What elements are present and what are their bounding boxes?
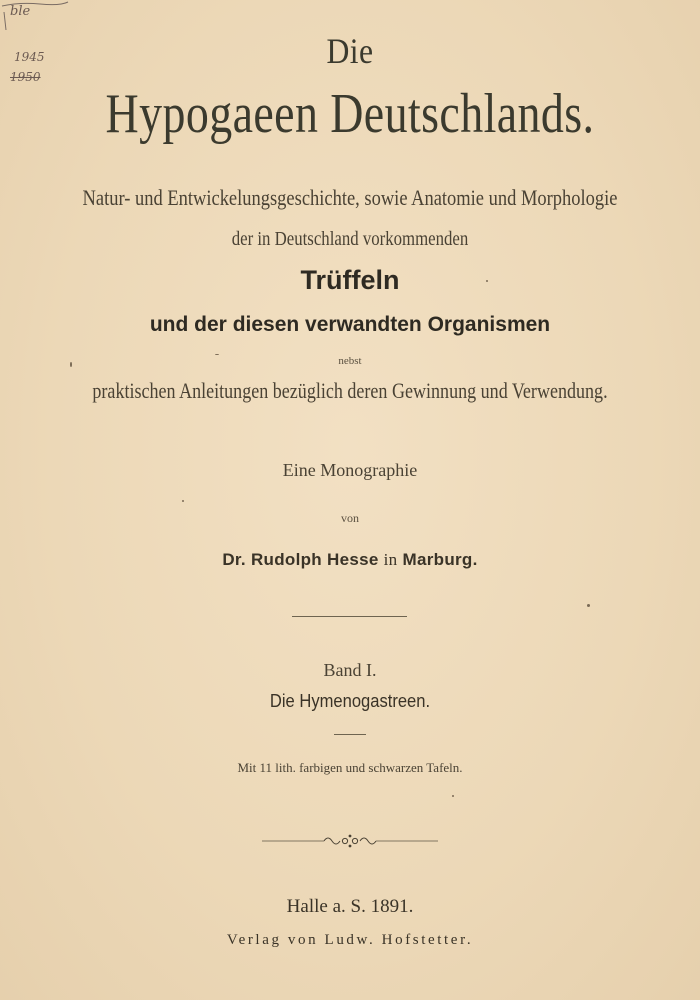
plates-note: Mit 11 lith. farbigen und schwarzen Tafeln.: [237, 760, 463, 775]
volume-title: Die Hymenogastreen.: [269, 691, 431, 711]
author-name: Dr. Rudolph Hesse: [222, 550, 379, 569]
paper-speck: [215, 354, 219, 355]
paper-speck: [587, 604, 590, 607]
paper-speck: [452, 795, 454, 797]
short-divider-rule: [334, 734, 366, 735]
title-article: Die: [326, 31, 374, 71]
imprint-place-year: Halle a. S. 1891.: [286, 896, 414, 917]
divider-rule: [292, 616, 407, 617]
main-title: Hypogaeen Deutschlands.: [105, 83, 595, 145]
subtitle-line-1: Natur- und Entwickelungsgeschichte, sowie Anatomie und Morphologie: [82, 185, 618, 210]
subtitle-truffles: Trüffeln: [300, 265, 400, 295]
subtitle-line-2: der in Deutschland vorkommenden: [231, 228, 469, 250]
paper-speck: [182, 500, 184, 502]
marginal-note-number-2: 1950: [10, 70, 41, 84]
subtitle-line-3: und der diesen verwandten Organismen: [149, 313, 551, 336]
volume-number: Band I.: [323, 660, 377, 680]
subtitle-line-4: praktischen Anleitungen bezüglich deren Gewinnung und Verwendung.: [92, 378, 608, 403]
author-city: Marburg.: [402, 550, 478, 569]
paper-speck: [70, 362, 72, 367]
subtitle-nebst: nebst: [338, 355, 362, 367]
marginal-note-number-1: 1945: [14, 50, 45, 64]
imprint-publisher: Verlag von Ludw. Hofstetter.: [226, 932, 474, 948]
marginal-note-corner: ble: [10, 4, 31, 19]
monograph-label: Eine Monographie: [282, 460, 418, 480]
author-line: [0, 550, 700, 570]
ornament-divider: [262, 830, 438, 852]
von-label: von: [341, 511, 359, 525]
author-in: in: [383, 550, 398, 569]
paper-speck: [486, 280, 488, 282]
